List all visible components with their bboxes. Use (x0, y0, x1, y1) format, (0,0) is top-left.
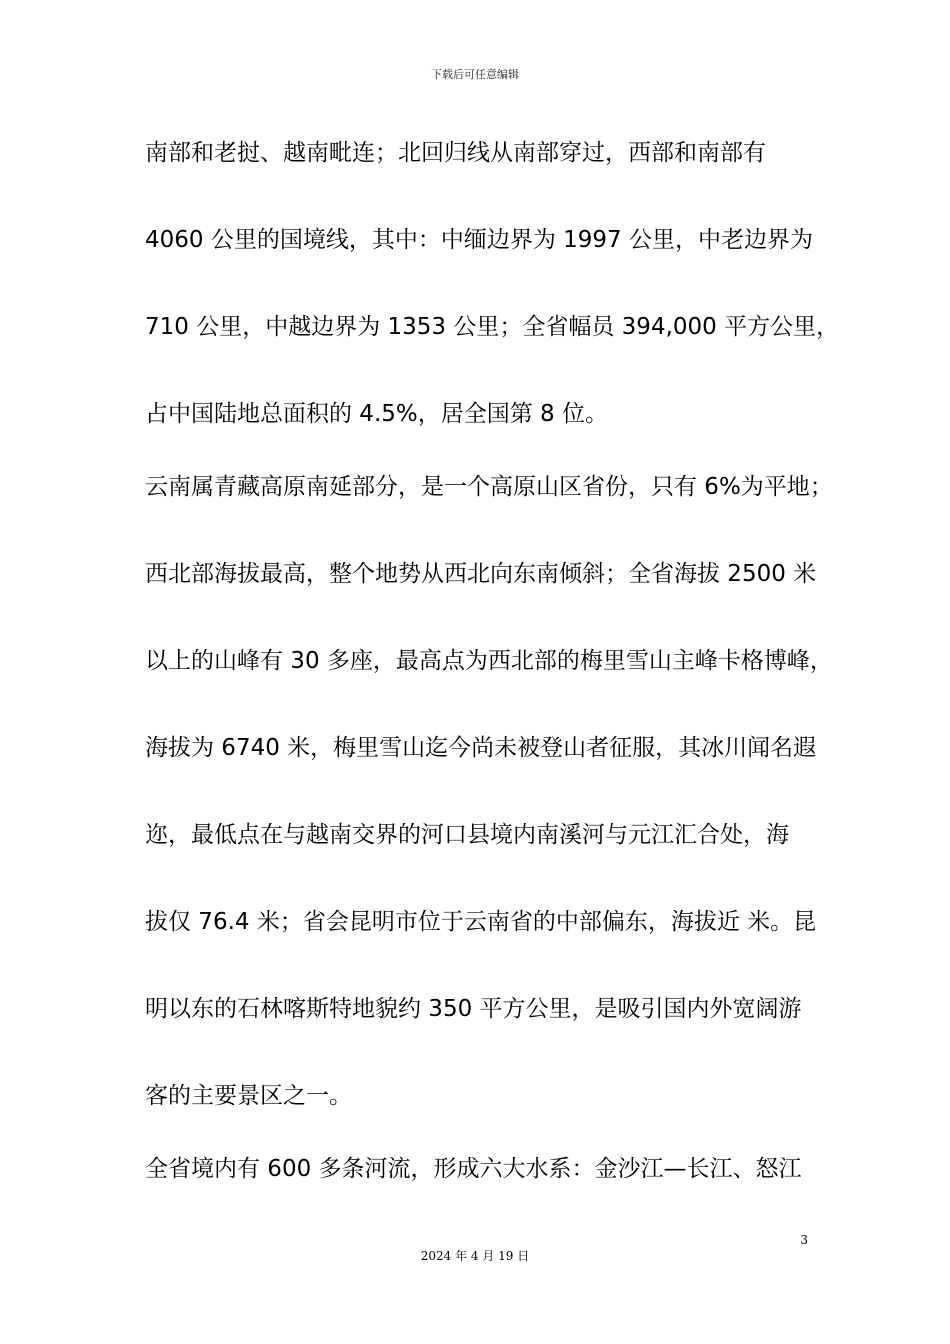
page-number: 3 (800, 1233, 808, 1247)
body-line-11: 明以东的石林喀斯特地貌约 350 平方公里，是吸引国内外宽阔游 (145, 996, 802, 1022)
body-line-2: 4060 公里的国境线，其中：中缅边界为 1997 公里，中老边界为 (145, 227, 813, 253)
body-line-12: 客的主要景区之一。 (145, 1083, 352, 1109)
footer-date: 2024 年 4 月 19 日 (420, 1249, 530, 1263)
body-line-9: 迩，最低点在与越南交界的河口县境内南溪河与元江汇合处，海 (145, 822, 789, 848)
body-line-7: 以上的山峰有 30 多座，最高点为西北部的梅里雪山主峰卡格博峰， (145, 648, 833, 674)
body-line-8: 海拔为 6740 米，梅里雪山迄今尚未被登山者征服，其冰川闻名遐 (145, 735, 817, 761)
body-line-6: 西北部海拔最高，整个地势从西北向东南倾斜；全省海拔 2500 米 (145, 561, 817, 587)
body-line-13: 全省境内有 600 多条河流，形成六大水系：金沙江—长江、怒江 (145, 1156, 802, 1182)
body-line-3: 710 公里，中越边界为 1353 公里；全省幅员 394,000 平方公里， (145, 314, 840, 340)
body-line-1: 南部和老挝、越南毗连；北回归线从南部穿过，西部和南部有 (145, 140, 766, 166)
body-line-4: 占中国陆地总面积的 4.5%，居全国第 8 位。 (145, 401, 608, 427)
body-line-5: 云南属青藏高原南延部分，是一个高原山区省份，只有 6%为平地； (145, 474, 833, 500)
body-line-10: 拔仅 76.4 米；省会昆明市位于云南省的中部偏东，海拔近 米。昆 (145, 909, 817, 935)
page-header: 下载后可任意编辑 (431, 68, 519, 81)
